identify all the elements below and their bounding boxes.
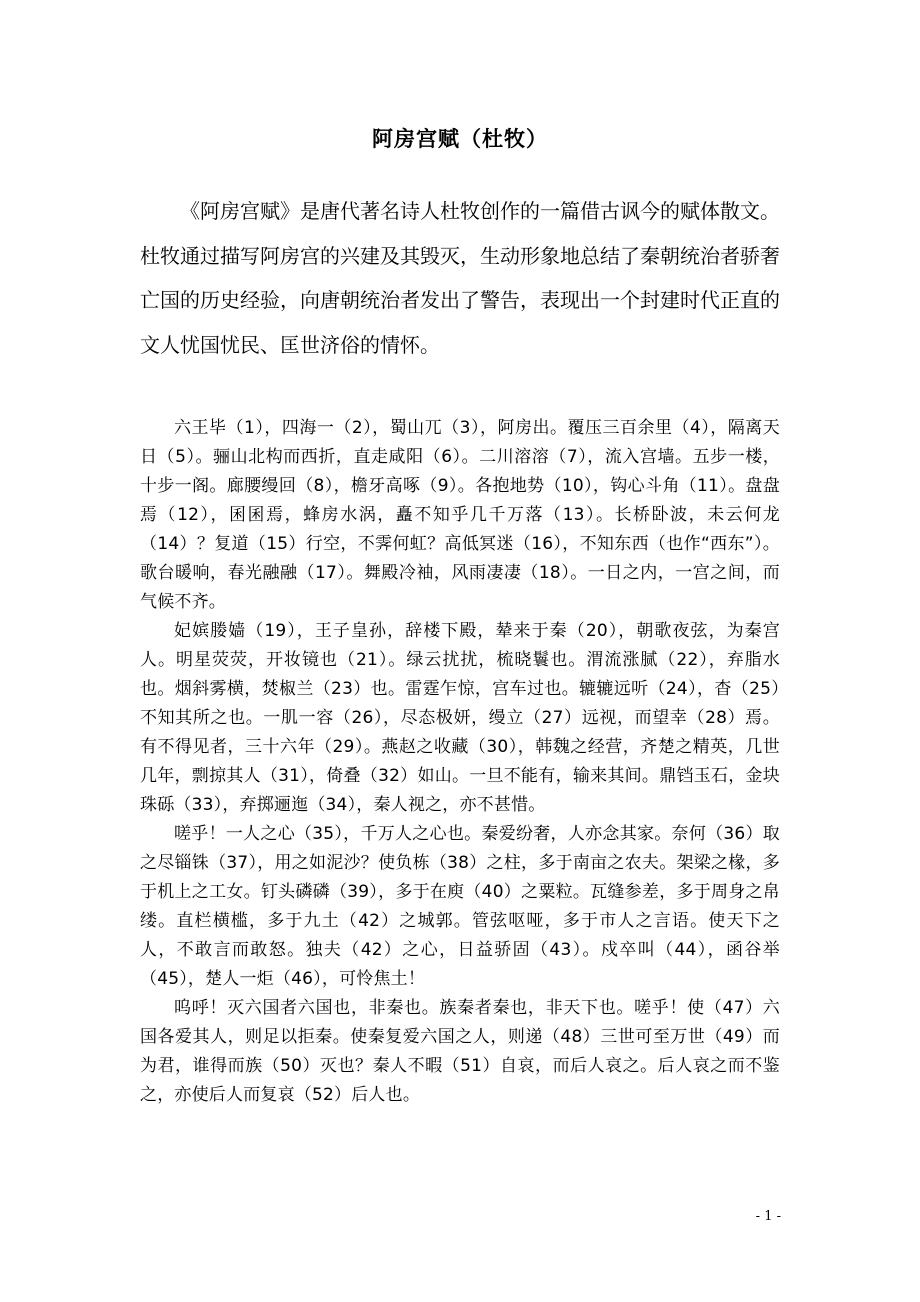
body-paragraph-3: 嗟乎！一人之心（35），千万人之心也。秦爱纷奢，人亦念其家。奈何（36）取之尽锱铢（37），用之如泥沙？使负栋（38）之柱，多于南亩之农夫。架梁之椽，多于机上之工女。钉头磷磷（39），多于在庾（40）之粟粒。瓦缝参差，多于周身之帛缕。直栏横槛，多于九土（42）之城郭。管弦呕哑，多于市人之言语。使天下之人，不敢言而敢怒。独夫（42）之心，日益骄固（43）。戍卒叫（44），函谷举（45），楚人一炬（46），可怜焦土！	[140, 824, 780, 989]
body-paragraph-1: 六王毕（1），四海一（2），蜀山兀（3），阿房出。覆压三百余里（4），隔离天日（5）。骊山北构而西折，直走咸阳（6）。二川溶溶（7），流入宫墙。五步一楼，十步一阁。廊腰缦回（8），檐牙高啄（9）。各抱地势（10），钩心斗角（11）。盘盘焉（12），囷囷焉，蜂房水涡，矗不知乎几千万落（13）。长桥卧波，未云何龙（14）？复道（15）行空，不霁何虹？高低冥迷（16），不知东西（也作“西东”）。歌台暖响，春光融融（17）。舞殿冷袖，风雨凄凄（18）。一日之内，一宫之间，而气候不齐。	[140, 418, 780, 612]
body-paragraph-4: 呜呼！灭六国者六国也，非秦也。族秦者秦也，非天下也。嗟乎！使（47）六国各爱其人，则足以拒秦。使秦复爱六国之人，则递（48）三世可至万世（49）而为君，谁得而族（50）灭也？秦人不暇（51）自哀，而后人哀之。后人哀之而不鉴之，亦使后人而复哀（52）后人也。	[140, 998, 780, 1105]
document-title: 阿房宫赋（杜牧）	[372, 127, 548, 151]
page-number: - 1 -	[755, 1209, 781, 1224]
body-paragraph-2: 妃嫔媵嫱（19），王子皇孙，辞楼下殿，辇来于秦（20），朝歌夜弦，为秦宫人。明星荧荧，开妆镜也（21）。绿云扰扰，梳晓鬟也。渭流涨腻（22），弃脂水也。烟斜雾横，焚椒兰（23）也。雷霆乍惊，宫车过也。辘辘远听（24），杳（25）不知其所之也。一肌一容（26），尽态极妍，缦立（27）远视，而望幸（28）焉。有不得见者，三十六年（29）。燕赵之收藏（30），韩魏之经营，齐楚之精英，几世几年，剽掠其人（31），倚叠（32）如山。一旦不能有，输来其间。鼎铛玉石，金块珠砾（33），弃掷逦迤（34），秦人视之，亦不甚惜。	[140, 621, 780, 815]
body-text	[140, 414, 780, 1110]
intro-paragraph: 《阿房宫赋》是唐代著名诗人杜牧创作的一篇借古讽今的赋体散文。杜牧通过描写阿房宫的兴建及其毁灭，生动形象地总结了秦朝统治者骄奢亡国的历史经验，向唐朝统治者发出了警告，表现出一个封建时代正直的文人忧国忧民、匡世济俗的情怀。	[140, 199, 780, 357]
